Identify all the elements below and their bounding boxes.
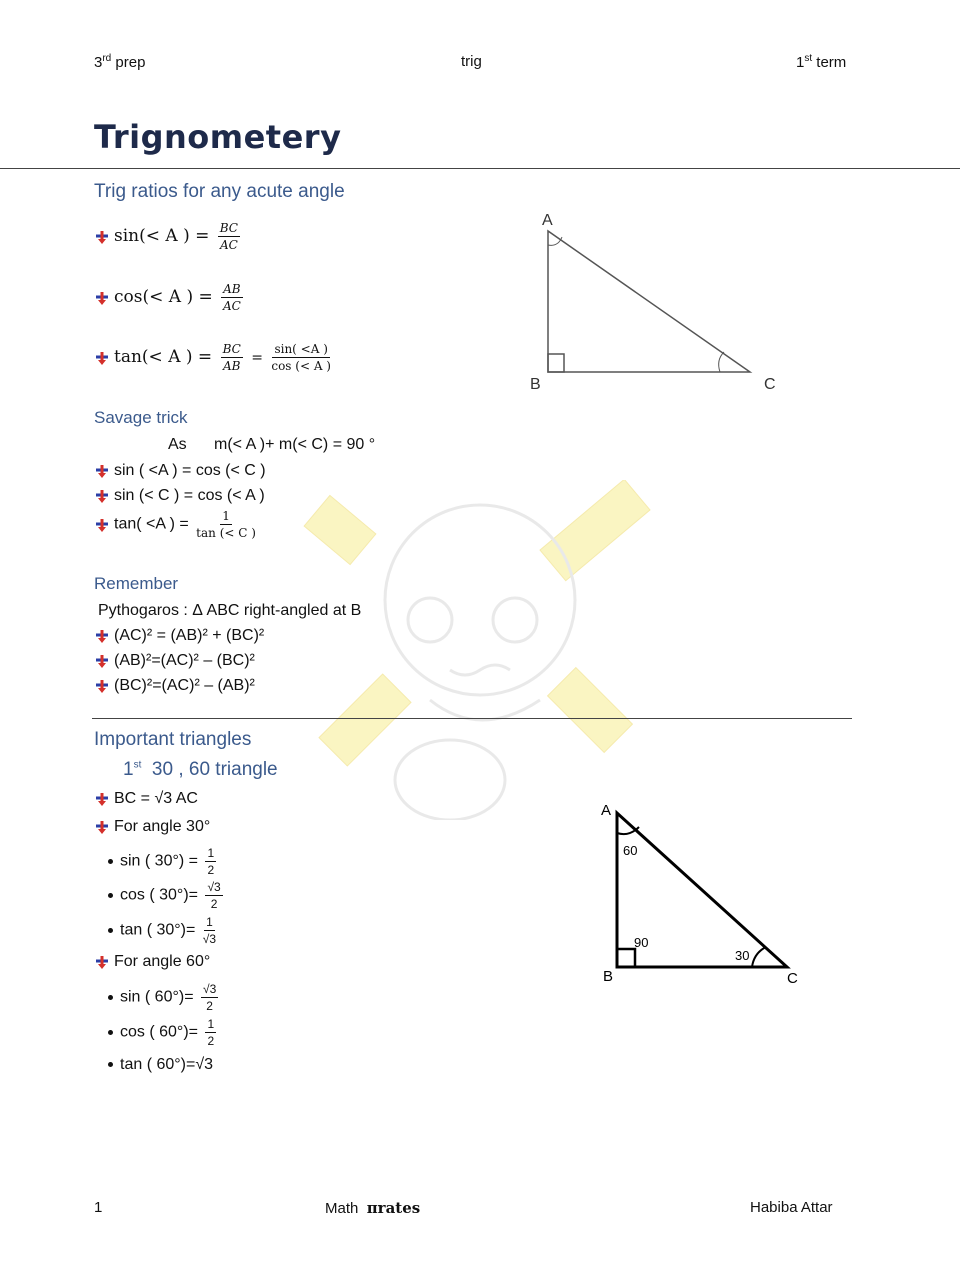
angle-60-heading: For angle 60°: [94, 953, 210, 971]
pythagoras-eq-1: (AC)² = (AB)² + (BC)²: [94, 627, 264, 645]
vertex-a-label: A: [601, 802, 612, 819]
sin-ratio: sin(< A ) = $\frac{BC}{AC}$: [94, 222, 243, 251]
sin-60: sin ( 60°)= $\frac{√3}{2}$: [108, 983, 221, 1012]
vertex-b-label: B: [530, 376, 541, 393]
vertex-c-label: C: [764, 376, 776, 393]
page-title: Trignometery: [94, 118, 342, 156]
vertex-b-label: B: [603, 968, 614, 985]
header-left: 3rd prep: [94, 53, 146, 71]
arrow-down-icon: [94, 628, 110, 644]
tan-30: tan ( 30°)= $\frac{1}{√3}$: [108, 916, 219, 945]
pythagoras-eq-3: (BC)²=(AC)² – (AB)²: [94, 677, 255, 695]
sin-30: sin ( 30°) = $\frac{1}{2}$: [108, 847, 219, 876]
cos-60: cos ( 60°)= $\frac{1}{2}$: [108, 1018, 219, 1047]
title-divider: [0, 168, 960, 169]
angle-60-label: 60: [623, 843, 638, 858]
bullet-icon: [108, 1062, 113, 1067]
pythagoras-eq-2: (AB)²=(AC)² – (BC)²: [94, 652, 255, 670]
savage-condition: m(< A )+ m(< C) = 90 °: [214, 436, 376, 453]
arrow-down-icon: [94, 290, 110, 306]
arrow-down-icon: [94, 791, 110, 807]
arrow-down-icon: [94, 819, 110, 835]
bullet-icon: [108, 928, 113, 933]
savage-line-3: tan( <A ) = $\frac{1}{\tan (< C )}$: [94, 510, 259, 539]
section-divider: [92, 718, 852, 719]
vertex-a-label: A: [542, 212, 553, 229]
arrow-down-icon: [94, 463, 110, 479]
arrow-down-icon: [94, 653, 110, 669]
arrow-down-icon: [94, 488, 110, 504]
bullet-icon: [108, 893, 113, 898]
bullet-icon: [108, 1030, 113, 1035]
tan-ratio: tan(< A ) = $\frac{BC}{AB}$ = $\frac{\sin( <A )}{\cos (< A )}$: [94, 343, 334, 372]
bullet-icon: [108, 859, 113, 864]
arrow-down-icon: [94, 229, 110, 245]
footer-author: Habiba Attar: [750, 1199, 833, 1216]
important-triangles-heading: Important triangles: [94, 729, 252, 750]
vertex-c-label: C: [787, 970, 798, 987]
savage-trick-heading: Savage trick: [94, 408, 188, 427]
pythagoras-statement: Pythogaros : Δ ABC right-angled at B: [98, 602, 362, 619]
savage-line-1: sin ( <A ) = cos (< C ): [94, 462, 266, 480]
section-heading-trig-ratios: Trig ratios for any acute angle: [94, 181, 345, 202]
angle-90-label: 90: [634, 935, 649, 950]
triangle-30-60-subheading: 1st 30 , 60 triangle: [123, 759, 278, 780]
triangle-abc-diagram: [520, 205, 790, 400]
arrow-down-icon: [94, 954, 110, 970]
angle-30-label: 30: [735, 948, 750, 963]
remember-heading: Remember: [94, 574, 179, 593]
savage-line-2: sin (< C ) = cos (< A ): [94, 487, 265, 505]
cos-ratio: cos(< A ) = $\frac{AB}{AC}$: [94, 283, 246, 312]
arrow-down-icon: [94, 517, 110, 533]
footer-brand: Math πrates: [325, 1199, 421, 1217]
skull-watermark-icon: [300, 480, 660, 820]
bullet-icon: [108, 995, 113, 1000]
arrow-down-icon: [94, 678, 110, 694]
footer-page-number: 1: [94, 1199, 103, 1216]
tan-60: tan ( 60°)=√3: [108, 1056, 213, 1074]
cos-30: cos ( 30°)= $\frac{√3}{2}$: [108, 881, 226, 910]
arrow-down-icon: [94, 350, 110, 366]
triangle-30-60-90-diagram: [590, 795, 810, 990]
header-center: trig: [461, 53, 482, 70]
bc-relation: BC = √3 AC: [94, 790, 198, 808]
header-right: 1st term: [796, 53, 847, 71]
angle-30-heading: For angle 30°: [94, 818, 210, 836]
savage-as: As: [168, 436, 187, 453]
